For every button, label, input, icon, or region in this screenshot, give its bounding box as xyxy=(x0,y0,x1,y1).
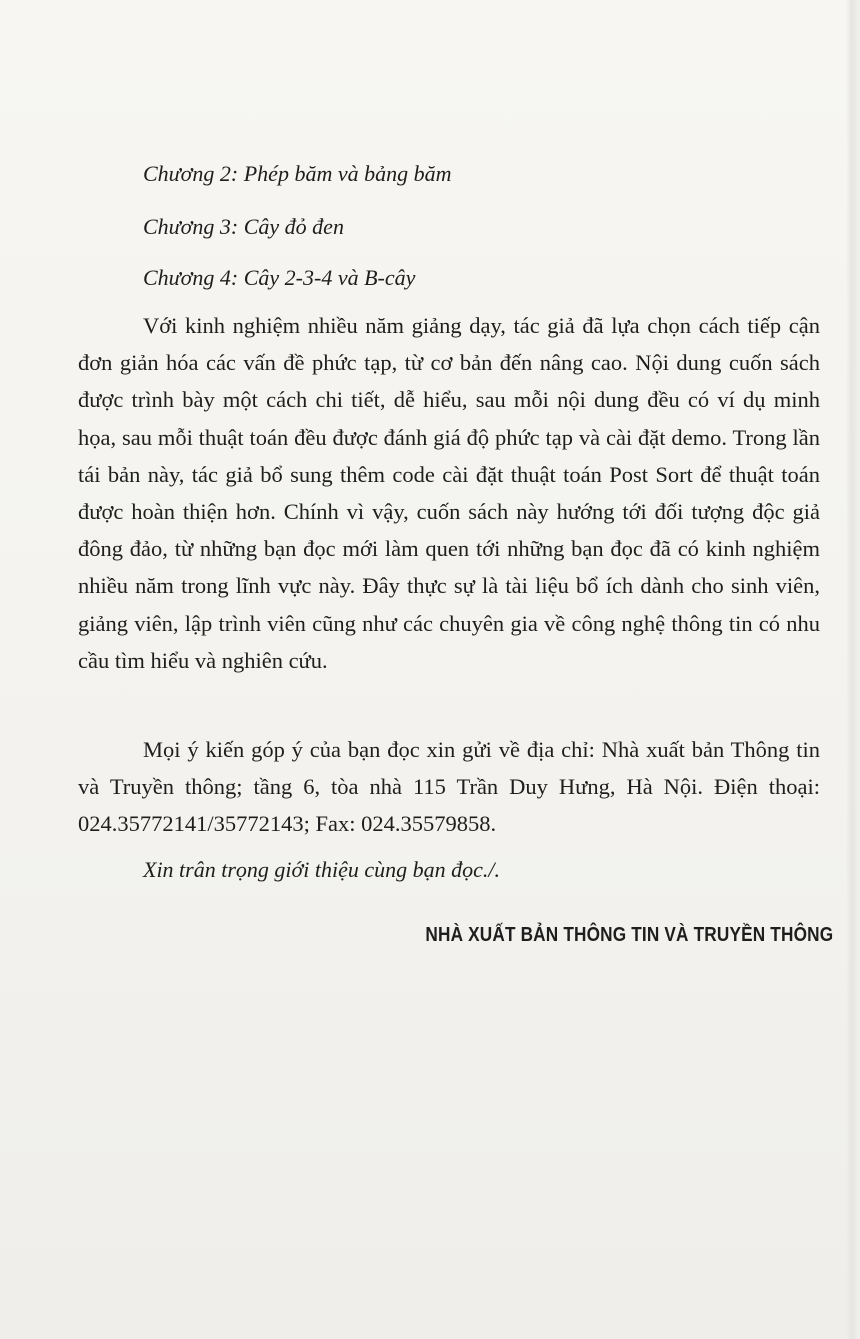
closing-line: Xin trân trọng giới thiệu cùng bạn đọc./. xyxy=(143,857,500,882)
chapter-line-4: Chương 4: Cây 2-3-4 và B-cây xyxy=(143,265,416,290)
page-edge-shadow xyxy=(846,0,860,1339)
contact-paragraph: Mọi ý kiến góp ý của bạn đọc xin gửi về địa chỉ: Nhà xuất bản Thông tin và Truyền thông; tầng 6, tòa nhà 115 Trần Duy Hưng, Hà Nội. Điện thoại: 024.35772141/35772143; Fax: 024.35579858. xyxy=(78,737,820,837)
chapter-line-3: Chương 3: Cây đỏ đen xyxy=(143,214,344,239)
chapter-line-2: Chương 2: Phép băm và bảng băm xyxy=(143,161,452,186)
publisher-signature: NHÀ XUẤT BẢN THÔNG TIN VÀ TRUYỀN THÔNG xyxy=(425,924,833,946)
intro-paragraph: Với kinh nghiệm nhiều năm giảng dạy, tác giả đã lựa chọn cách tiếp cận đơn giản hóa các vấn đề phức tạp, từ cơ bản đến nâng cao. Nội dung cuốn sách được trình bày một cách chi tiết, dễ hiểu, sau mỗi nội dung đều có ví dụ minh họa, sau mỗi thuật toán đều được đánh giá độ phức tạp và cài đặt demo. Trong lần tái bản này, tác giả bổ sung thêm code cài đặt thuật toán Post Sort để thuật toán được hoàn thiện hơn. Chính vì vậy, cuốn sách này hướng tới đối tượng độc giả đông đảo, từ những bạn đọc mới làm quen tới những bạn đọc đã có kinh nghiệm nhiều năm trong lĩnh vực này. Đây thực sự là tài liệu bổ ích dành cho sinh viên, giảng viên, lập trình viên cũng như các chuyên gia về công nghệ thông tin có nhu cầu tìm hiểu và nghiên cứu. xyxy=(78,313,820,673)
